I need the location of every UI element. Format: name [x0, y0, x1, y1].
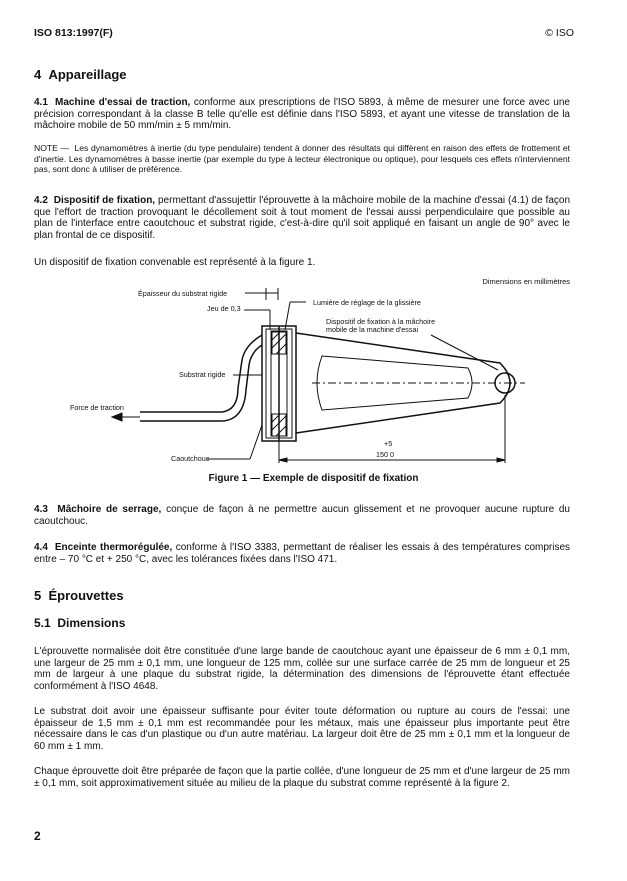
section-5-heading — [34, 588, 124, 603]
subsection-5-1-heading — [34, 616, 125, 630]
clause-number: 4.1 — [34, 97, 48, 108]
figure-1-caption: Figure 1 — Exemple de dispositif de fixation — [208, 473, 419, 484]
section-number: 5 — [34, 588, 42, 603]
clause-heading: Mâchoire de serrage, — [57, 504, 162, 515]
clause-heading: Enceinte thermorégulée, — [54, 542, 173, 553]
clause-number: 4.3 — [34, 504, 48, 515]
force-arrow — [112, 413, 122, 421]
section-title: Appareillage — [48, 67, 127, 82]
clause-4-4 — [34, 542, 570, 565]
page-number: 2 — [34, 829, 41, 843]
leader-dispositif — [431, 335, 498, 370]
clause-heading: Machine d'essai de traction, — [55, 97, 191, 108]
clause-text: conforme aux prescriptions de l'ISO 5893, à même de mesurer une force avec une précision correspondant à la classe B telle qu'elle est définie dans l'ISO 5893, et ayant une vitesse de translation de la mâchoire mobile de 50 mm/min ± 5 mm/min. — [34, 97, 570, 132]
label-epaisseur: Épaisseur du substrat rigide — [138, 289, 228, 298]
section-number: 4 — [34, 67, 42, 82]
label-force: Force de traction — [70, 403, 124, 412]
section-title: Éprouvettes — [48, 588, 124, 603]
clause-text: permettant d'assujettir l'éprouvette à la mâchoire mobile de la machine d'essai (4.1) de façon que l'effort de traction provoquant le décollement soit à tout moment de l'essai aussi perpendiculaire que possible au plan de l'interface entre caoutchouc et substrat rigide, c'est-à-dire qu'il soit appliqué en faisant un angle de 90° avec le plan frontal de ce dispositif. — [34, 195, 571, 241]
clause-4-2-figure-ref: Un dispositif de fixation convenable est représenté à la figure 1. — [34, 257, 316, 268]
paragraph-5-1-a: L'éprouvette normalisée doit être constituée d'une large bande de caoutchouc ayant une épaisseur de 6 mm ± 0,1 mm, une largeur de 25 mm ± 0,1 mm, une longueur de 125 mm, collée sur une surface carrée de 25 mm de longueur et 25 mm de largeur à une plaque du substrat rigide, la détermination des dimensions de l'éprouvette étant effectuée conformément à l'ISO 4648. — [34, 646, 570, 692]
dimension-tolerance: +5 — [384, 439, 393, 448]
label-caoutchouc: Caoutchouc — [171, 454, 210, 463]
label-dispositif: Dispositif de fixation à la mâchoire mobile de la machine d'essai — [326, 317, 436, 334]
standard-id: ISO 813:1997(F) — [34, 27, 113, 39]
paragraph-5-1-c: Chaque éprouvette doit être préparée de façon que la partie collée, d'une longueur de 25 mm et d'une largeur de 25 mm ± 0,1 mm, soit approximativement située au milieu de la plaque du substrat comme représenté à la figure 2. — [34, 766, 570, 789]
note-text: Les dynamomètres à inertie (du type pendulaire) tendent à donner des résultats qui diffèrent en raison des effets de frottement et d'inertie. Les dynamomètres à basse inertie (par exemple du type à lecteur électronique ou optique), pour lesquels ces effets n'interviennent pas, sont donc à utiliser de préférence. — [34, 143, 570, 175]
clause-number: 4.2 — [34, 195, 48, 206]
substrate-hook — [140, 335, 262, 412]
subsection-title: Dimensions — [57, 616, 126, 630]
dimension-length: 150 0 — [376, 450, 394, 459]
clause-heading: Dispositif de fixation, — [53, 195, 156, 206]
copyright: © ISO — [545, 27, 574, 39]
units-note: Dimensions en millimètres — [482, 277, 570, 286]
clause-text: conçue de façon à ne permettre aucun glissement et ne provoquer aucune rupture du caoutchouc. — [34, 504, 570, 527]
paragraph-5-1-b: Le substrat doit avoir une épaisseur suffisante pour éviter toute déformation ou rupture au cours de l'essai: une épaisseur de 1,5 mm ± 0,1 mm est recommandée pour les métaux, mais une épaisseur plus importante peut être nécessaire dans le cas d'un plastique ou d'un autre matériau. La largeur doit être de 25 mm ± 0,1 mm et la longueur de 60 mm ± 1 mm. — [34, 706, 570, 752]
label-lumiere: Lumière de réglage de la glissière — [313, 298, 421, 307]
label-substrat: Substrat rigide — [179, 370, 226, 379]
note-label: NOTE — — [34, 143, 70, 153]
subsection-number: 5.1 — [34, 616, 51, 630]
clause-number: 4.4 — [34, 542, 48, 553]
label-jeu: Jeu de 0,3 — [207, 304, 241, 313]
clause-4-3 — [34, 504, 570, 527]
clause-text: conforme à l'ISO 3383, permettant de réaliser les essais à des températures comprises entre – 70 °C et + 250 °C, avec les tolérances fixées dans l'ISO 471. — [34, 542, 571, 565]
